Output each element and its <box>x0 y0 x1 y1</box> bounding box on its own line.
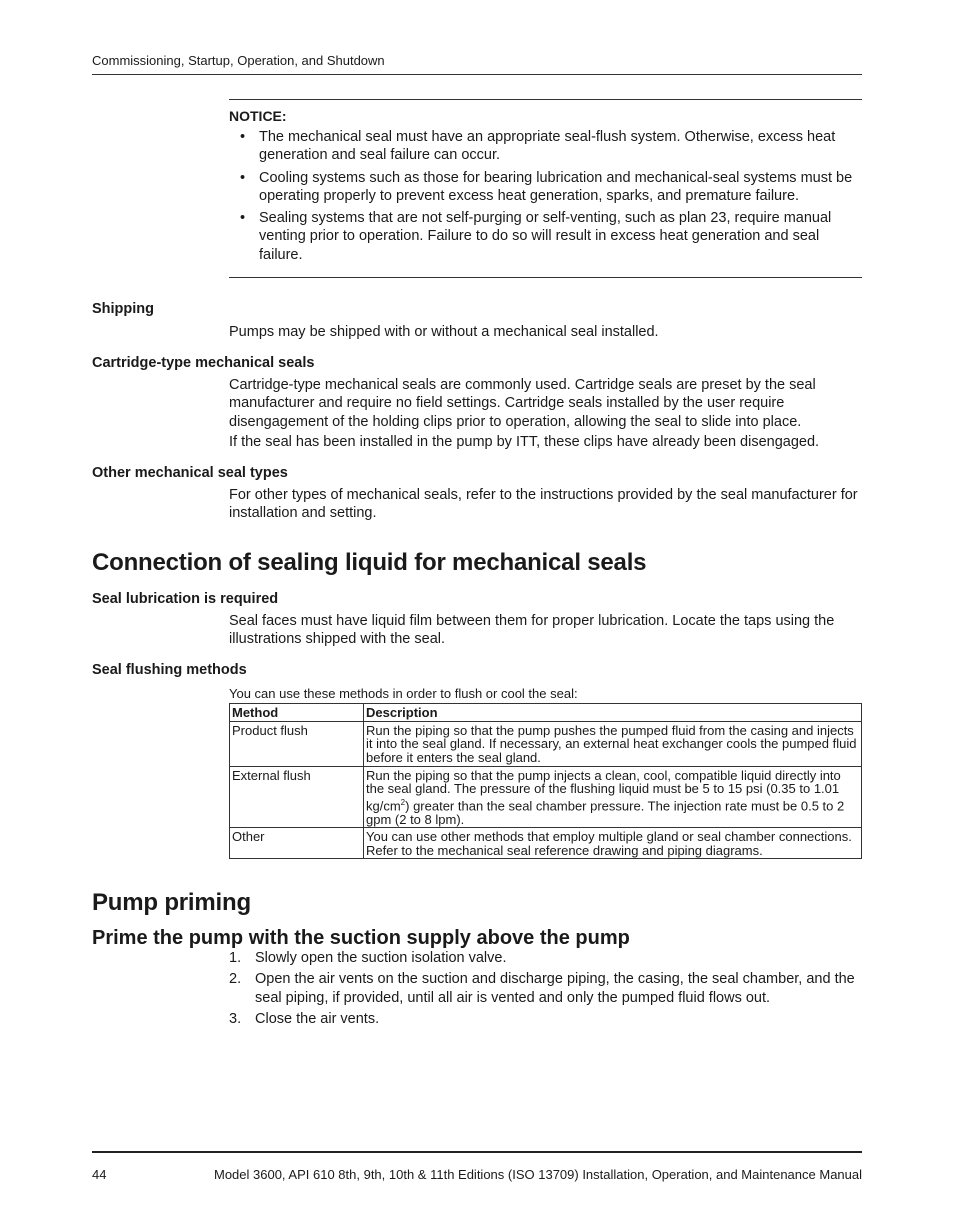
shipping-heading: Shipping <box>92 301 155 317</box>
step-text: Open the air vents on the suction and discharge piping, the casing, the seal chamber, and the seal piping, if provided, until all air is vented and only the pumped fluid flows out. <box>255 971 855 1006</box>
table-header-row <box>230 704 862 722</box>
column-header-method: Method <box>230 704 364 722</box>
description-text: ) greater than the seal chamber pressure. The injection rate must be 0.5 to 2 gpm (2 to 8 lpm). <box>366 798 845 827</box>
notice-list <box>229 128 862 264</box>
method-cell: Product flush <box>230 721 364 766</box>
step-item <box>229 949 862 967</box>
cartridge-para-2: If the seal has been installed in the pump by ITT, these clips have already been disengaged. <box>229 434 820 450</box>
cartridge-para-1: Cartridge-type mechanical seals are commonly used. Cartridge seals are preset by the seal manufacturer and require no field settings. Cartridge seals installed by the user require disengagement of the holding clips prior to operation, allowing the seal to slide into place. <box>229 377 816 430</box>
header-rule <box>92 74 862 75</box>
priming-steps <box>229 949 862 1031</box>
method-cell: Other <box>230 828 364 859</box>
cartridge-heading: Cartridge-type mechanical seals <box>92 355 315 371</box>
lubrication-text: Seal faces must have liquid film between them for proper lubrication. Locate the taps using the illustrations shipped with the seal. <box>229 613 835 648</box>
other-types-heading: Other mechanical seal types <box>92 465 288 481</box>
column-header-description: Description <box>364 704 862 722</box>
notice-title: NOTICE: <box>229 108 287 124</box>
flush-methods-table <box>229 703 862 859</box>
step-item <box>229 970 862 1007</box>
step-number: 1. <box>229 950 242 966</box>
bullet-icon: • <box>240 129 246 145</box>
notice-item-text: Cooling systems such as those for bearing lubrication and mechanical-seal systems must be operating properly to prevent excess heat generation, sparks, and premature failure. <box>259 169 853 204</box>
description-cell <box>364 766 862 828</box>
notice-box <box>229 108 862 268</box>
step-item <box>229 1010 862 1028</box>
description-text: Run the piping so that the pump injects a clean, cool, compatible liquid directly into the seal gland. The pressure of the flushing liquid must be 5 to 15 psi (0.35 to 1.01 kg/cm <box>366 767 841 814</box>
notice-item <box>229 128 862 165</box>
section-title-priming: Pump priming <box>92 889 251 916</box>
other-types-text: For other types of mechanical seals, refer to the instructions provided by the seal manufacturer for installation and setting. <box>229 487 858 522</box>
lubrication-heading: Seal lubrication is required <box>92 591 279 607</box>
step-text: Slowly open the suction isolation valve. <box>255 950 507 966</box>
description-cell: You can use other methods that employ multiple gland or seal chamber connections. Refer to the mechanical seal reference drawing and piping diagrams. <box>364 828 862 859</box>
method-cell: External flush <box>230 766 364 828</box>
flushing-heading: Seal flushing methods <box>92 662 247 678</box>
bullet-icon: • <box>240 210 246 227</box>
table-row <box>230 828 862 859</box>
notice-item-text: Sealing systems that are not self-purging or self-venting, such as plan 23, require manual venting prior to operation. Failure to do so will result in excess heat generation and seal failure. <box>259 210 832 263</box>
table-row <box>230 721 862 766</box>
manual-title: Model 3600, API 610 8th, 9th, 10th & 11th Editions (ISO 13709) Installation, Operation, and Maintenance Manual <box>213 1167 862 1182</box>
notice-item <box>229 209 862 264</box>
shipping-text: Pumps may be shipped with or without a mechanical seal installed. <box>229 324 659 340</box>
notice-bottom-rule <box>229 277 862 278</box>
footer-rule <box>92 1151 862 1153</box>
superscript: 2 <box>400 797 406 807</box>
subsection-title-prime: Prime the pump with the suction supply above the pump <box>92 927 630 949</box>
step-number: 2. <box>229 971 242 988</box>
notice-top-rule <box>229 99 862 100</box>
notice-item-text: The mechanical seal must have an appropriate seal-flush system. Otherwise, excess heat generation and seal failure can occur. <box>259 129 836 164</box>
flushing-intro: You can use these methods in order to flush or cool the seal: <box>229 686 578 701</box>
step-text: Close the air vents. <box>255 1010 380 1027</box>
description-cell: Run the piping so that the pump pushes the pumped fluid from the casing and injects it into the seal gland. If necessary, an external heat exchanger cools the pumped fluid before it enters the seal gland. <box>364 721 862 766</box>
bullet-icon: • <box>240 169 246 186</box>
page-number: 44 <box>92 1167 107 1182</box>
table-row <box>230 766 862 828</box>
section-title-connection: Connection of sealing liquid for mechanical seals <box>92 549 647 576</box>
step-number: 3. <box>229 1010 242 1027</box>
notice-item <box>229 169 862 206</box>
running-header: Commissioning, Startup, Operation, and Shutdown <box>92 53 385 68</box>
